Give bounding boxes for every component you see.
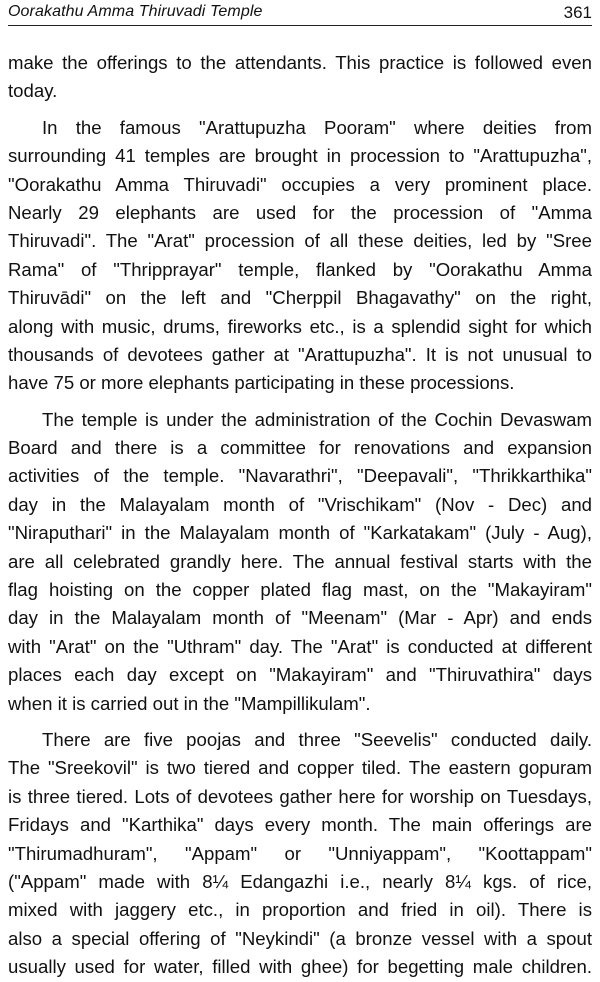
- text-line: thousands of devotees gather at "Arattupuzha". It is not unusual to: [8, 343, 592, 365]
- paragraph: [8, 406, 592, 718]
- text-line: when it is carried out in the "Mampillikulam".: [8, 692, 371, 714]
- page-number: 361: [563, 3, 592, 22]
- text-line: Board and there is a committee for renovations and expansion: [8, 437, 592, 459]
- text-line: ("Appam" made with 8¼ Edangazhi i.e., nearly 8¼ kgs. of rice,: [8, 870, 592, 892]
- text-line: In the famous "Arattupuzha Pooram" where deities from: [42, 116, 592, 138]
- text-line: day in the Malayalam month of "Meenam" (Mar - Apr) and ends: [8, 607, 592, 629]
- text-line: day in the Malayalam month of "Vrischikam" (Nov - Dec) and: [8, 493, 592, 515]
- text-line: make the offerings to the attendants. This practice is followed even: [8, 52, 592, 73]
- text-line: usually used for water, filled with ghee) for begetting male children.: [8, 956, 592, 978]
- text-line: flag hoisting on the copper plated flag mast, on the "Makayiram": [8, 579, 592, 601]
- text-line: also a special offering of "Neykindi" (a bronze vessel with a spout: [8, 927, 592, 949]
- text-line: The "Sreekovil" is two tiered and copper tiled. The eastern gopuram: [8, 757, 592, 779]
- paragraph: [8, 726, 592, 982]
- text-line: Thiruvadi". The "Arat" procession of all these deities, led by "Sree: [8, 230, 592, 252]
- text-line: with "Arat" on the "Uthram" day. The "Arat" is conducted at different: [8, 635, 592, 657]
- text-line: have 75 or more elephants participating in these processions.: [8, 372, 515, 394]
- text-line: Nearly 29 elephants are used for the procession of "Amma: [8, 201, 592, 223]
- text-line: along with music, drums, fireworks etc., is a splendid sight for which: [8, 315, 592, 337]
- text-line: Fridays and "Karthika" days every month. The main offerings are: [8, 814, 592, 836]
- paragraph: [8, 49, 592, 106]
- body-text: [8, 49, 592, 982]
- text-line: "Niraputhari" in the Malayalam month of "Karkatakam" (July - Aug),: [8, 522, 592, 544]
- text-line: are all celebrated grandly here. The annual festival starts with the: [8, 550, 592, 572]
- running-header: [8, 3, 592, 26]
- text-line: places each day except on "Makayiram" and "Thiruvathira" days: [8, 664, 592, 686]
- text-line: is three tiered. Lots of devotees gather here for worship on Tuesdays,: [8, 785, 592, 807]
- text-line: activities of the temple. "Navarathri", "Deepavali", "Thrikkarthika": [8, 465, 592, 487]
- chapter-title: Oorakathu Amma Thiruvadi Temple: [8, 3, 263, 20]
- text-line: "Thirumadhuram", "Appam" or "Unniyappam", "Koottappam": [8, 842, 592, 864]
- text-line: mixed with jaggery etc., in proportion and fried in oil). There is: [8, 899, 592, 921]
- text-line: The temple is under the administration of the Cochin Devaswam: [42, 408, 592, 430]
- text-line: today.: [8, 80, 58, 102]
- text-line: "Oorakathu Amma Thiruvadi" occupies a very prominent place.: [8, 173, 592, 195]
- paragraph: [8, 114, 592, 398]
- text-line: surrounding 41 temples are brought in procession to "Arattupuzha",: [8, 145, 592, 167]
- text-line: Thiruvādi" on the left and "Cherppil Bhagavathy" on the right,: [8, 287, 592, 309]
- text-line: There are five poojas and three "Seevelis" conducted daily.: [42, 728, 592, 750]
- text-line: Rama" of "Thripprayar" temple, flanked by "Oorakathu Amma: [8, 258, 592, 280]
